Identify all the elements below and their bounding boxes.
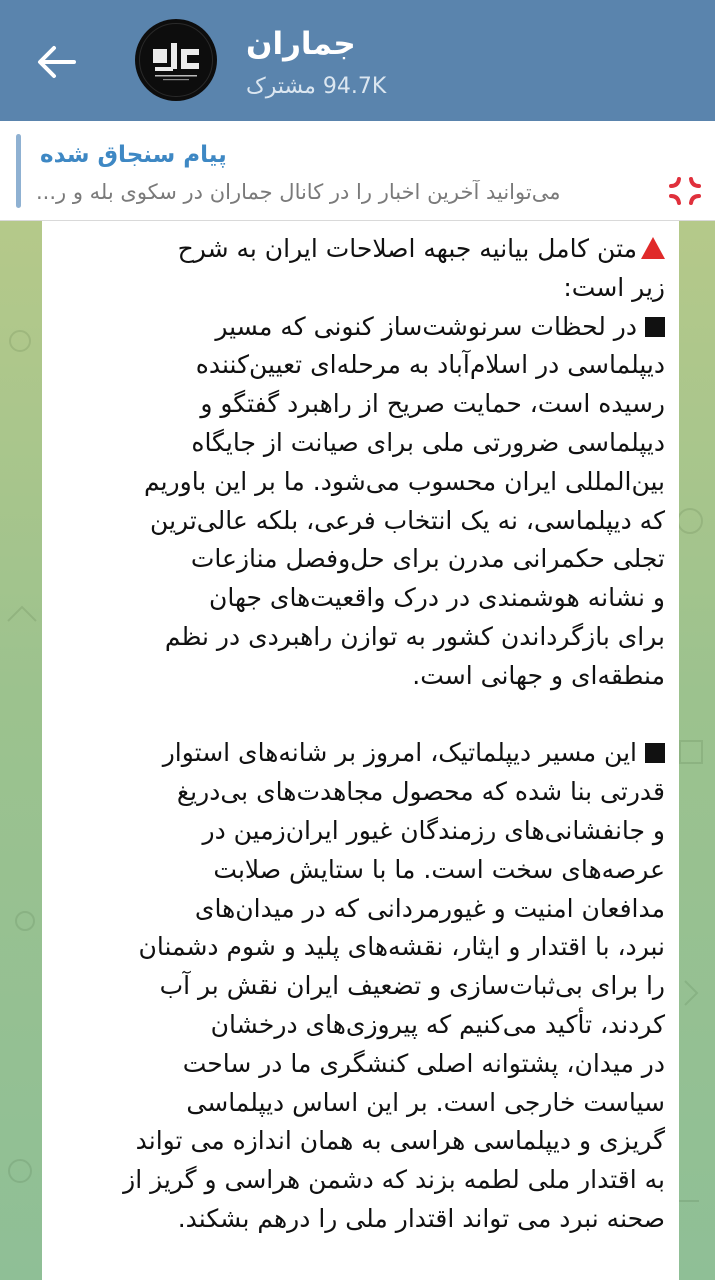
message-line: نبرد، با اقتدار و ایثار، نقشه‌های پلید و شوم دشمنان (138, 932, 665, 962)
pinned-preview: می‌توانید آخرین اخبار را در کانال جماران در سکوی بله و ر... (36, 180, 561, 204)
message-line: صحنه نبرد می تواند اقتدار ملی را درهم بشکند. (177, 1203, 665, 1233)
message-line: سیاست خارجی است. بر این اساس دیپلماسی (186, 1087, 665, 1117)
subscriber-count: 94.7K مشترک (246, 74, 387, 99)
message-line: منطقه‌ای و جهانی است. (412, 660, 665, 690)
message-line: دیپلماسی در اسلام‌آباد به مرحله‌ای تعیین‌کننده (195, 350, 665, 380)
message-line: قدرتی بنا شده که محصول مجاهدت‌های بی‌دریغ (176, 777, 665, 807)
message-line: گریزی و دیپلماسی هراسی به همان اندازه می تواند (135, 1126, 665, 1156)
message-line: به اقتدار ملی لطمه بزند که دشمن هراسی و گریز از (123, 1165, 665, 1195)
message-line: بین‌المللی ایران محسوب می‌شود. ما بر این باوریم (143, 466, 665, 496)
message-line: عرصه‌های سخت است. ما با ستایش صلابت (213, 854, 665, 884)
channel-name[interactable]: جماران (246, 26, 356, 62)
message-line: در میدان، پشتوانه اصلی کنشگری ما در ساحت (182, 1048, 665, 1078)
channel-avatar[interactable] (135, 19, 217, 101)
pinned-message-bar[interactable] (0, 121, 715, 221)
message-line: و نشانه هوشمندی در درک واقعیت‌های جهان (209, 583, 665, 613)
message-line: را برای بی‌ثبات‌سازی و تضعیف ایران نقش بر آب (159, 971, 665, 1001)
message-line: دیپلماسی ضرورتی ملی برای صیانت از جایگاه (191, 427, 665, 457)
pinned-accent-bar (16, 134, 21, 208)
message-line: کردند، تأکید می‌کنیم که پیروزی‌های درخشان (210, 1009, 665, 1039)
message-line: که دیپلماسی، نه یک انتخاب فرعی، بلکه عالی‌ترین (150, 505, 665, 535)
message-line: متن کامل بیانیه جبهه اصلاحات ایران به شرح (60, 230, 665, 269)
arrow-left-icon (36, 45, 76, 79)
red-triangle-icon (641, 237, 665, 259)
message-line: مدافعان امنیت و غیورمردانی که در میدان‌های (194, 893, 665, 923)
anger-symbol-icon (668, 176, 702, 206)
message-line: و جانفشانی‌های رزمندگان غیور ایران‌زمین در (202, 815, 665, 845)
message-line: برای بازگرداندن کشور به توازن راهبردی در نظم (164, 621, 665, 651)
back-button[interactable] (30, 38, 82, 86)
message-line: رسیده است، حمایت صریح از راهبرد گفتگو و (200, 389, 665, 419)
message-line: این مسیر دیپلماتیک، امروز بر شانه‌های استوار (60, 734, 665, 773)
message-line: تجلی حکمرانی مدرن برای حل‌وفصل منازعات (190, 544, 665, 574)
black-square-icon (645, 743, 665, 763)
black-square-icon (645, 317, 665, 337)
channel-header (0, 0, 715, 121)
paragraph-gap (60, 696, 665, 735)
message-text (60, 230, 665, 1239)
message-line: در لحظات سرنوشت‌ساز کنونی که مسیر (60, 308, 665, 347)
message-line: زیر است: (563, 272, 665, 302)
pinned-title: پیام سنجاق شده (40, 142, 227, 168)
